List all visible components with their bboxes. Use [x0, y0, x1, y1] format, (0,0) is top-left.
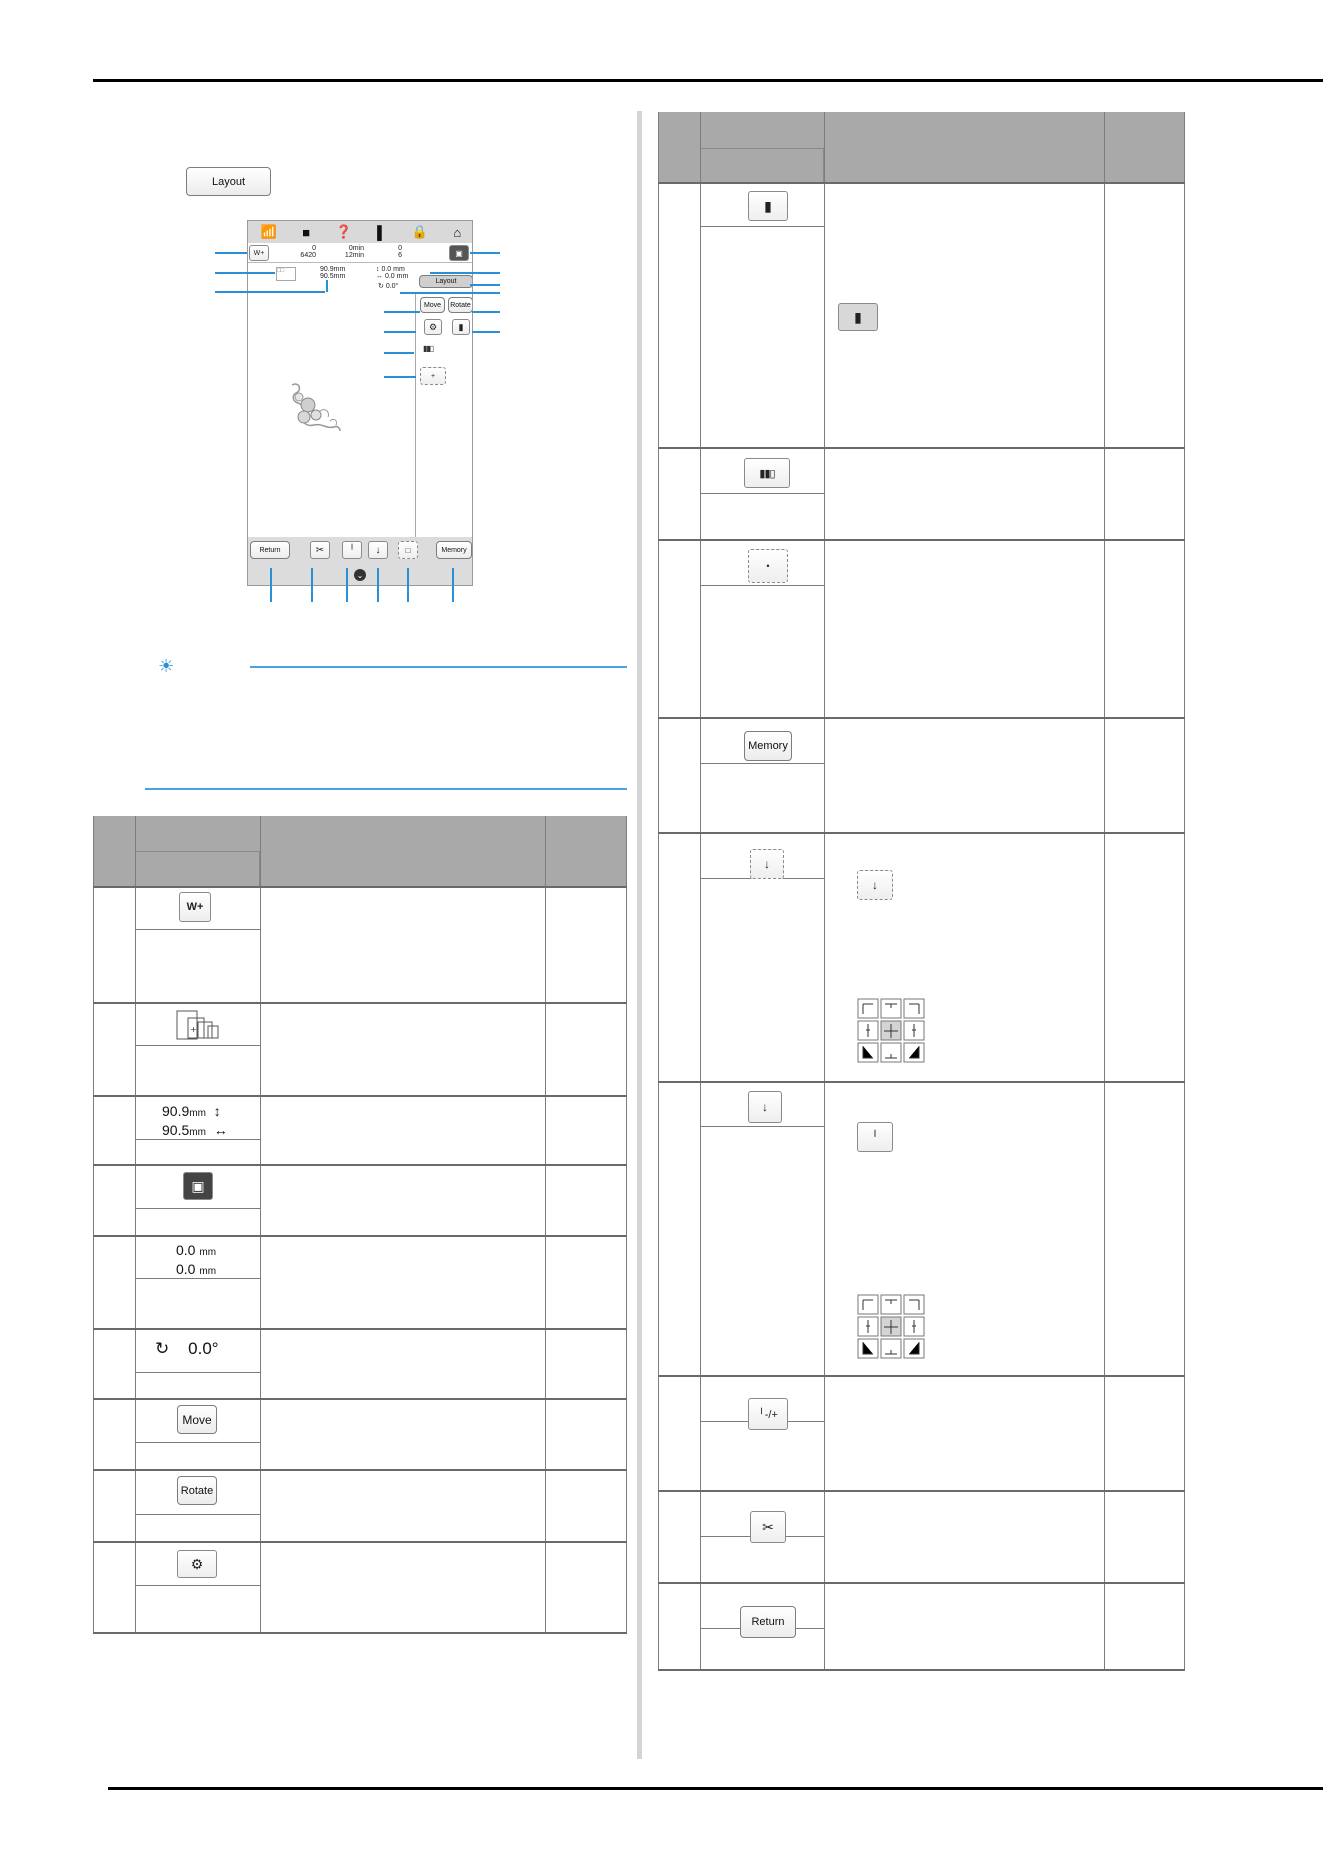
callout-line: [215, 291, 325, 293]
callout-line: [384, 311, 420, 313]
lcd-screen: [247, 220, 473, 586]
lcd-scissors-icon[interactable]: ✂: [310, 541, 330, 559]
left-row-sep: [93, 1328, 627, 1330]
pattern-size-value: 90.9mm ↕ 90.5mm ↔: [162, 1103, 228, 1138]
right-row-sep: [658, 1081, 1185, 1083]
starting-point-icon: ↓: [750, 849, 784, 879]
left-subcell-sep: [135, 929, 260, 930]
left-row-sep: [93, 1164, 627, 1166]
column-divider: [637, 111, 642, 1759]
callout-line: [346, 568, 348, 602]
page-icon[interactable]: ■: [302, 224, 311, 240]
right-table-col3: [1104, 112, 1105, 1670]
callout-line: [470, 252, 500, 254]
callout-line: [400, 292, 500, 294]
left-row-sep: [93, 1398, 627, 1400]
wlan-embroidery-icon: W+: [179, 892, 211, 922]
memory-button: Memory: [744, 731, 792, 761]
callout-line: [384, 376, 416, 378]
left-subcell-sep: [135, 1514, 260, 1515]
position-grid-svg: [857, 1294, 925, 1360]
right-row-sep: [658, 182, 1185, 184]
left-subcell-sep: [135, 1208, 260, 1209]
right-row-sep: [658, 1490, 1185, 1492]
left-subcell-sep: [135, 1585, 260, 1586]
color-counter: 0 6: [398, 245, 402, 259]
wifi-icon[interactable]: 📶: [260, 224, 277, 239]
left-table-col2: [260, 816, 261, 1633]
top-rule: [93, 79, 1323, 82]
svg-text:+: +: [190, 1025, 197, 1034]
starting-point-icon-inline: ↓: [857, 870, 893, 900]
frame-svg: [176, 1010, 220, 1042]
right-row-sep: [658, 832, 1185, 834]
position-grid: [857, 998, 925, 1064]
presser-foot-icon[interactable]: ▌: [377, 224, 387, 240]
right-subcell-sep: [700, 226, 824, 227]
callout-line: [472, 311, 500, 313]
frame-icon: □□: [276, 267, 296, 281]
left-table-border-left: [93, 816, 94, 1633]
lcd-layout-button[interactable]: Layout: [419, 275, 473, 288]
camera-view-icon: ▣: [183, 1172, 213, 1200]
embroidery-frame-icon: [176, 1010, 220, 1042]
move-button: Move: [177, 1405, 217, 1434]
layout-button[interactable]: Layout: [186, 167, 271, 196]
trial-icon: •: [748, 549, 788, 583]
right-row-sep: [658, 447, 1185, 449]
right-table-border-right: [1184, 112, 1185, 1670]
time-counter: 0min 12min: [344, 245, 364, 259]
callout-line: [311, 568, 313, 602]
callout-line: [384, 352, 414, 354]
wlan-embroidery-icon[interactable]: W+: [249, 245, 269, 261]
lcd-rotate-button[interactable]: Rotate: [448, 297, 473, 313]
left-table-border-right: [626, 816, 627, 1633]
callout-line: [215, 252, 247, 254]
callout-line: [407, 568, 409, 602]
callout-line: [384, 331, 416, 333]
left-row-sep: [93, 1002, 627, 1004]
home-icon[interactable]: ⌂: [453, 224, 462, 240]
return-button: Return: [740, 1606, 796, 1638]
status-divider: [248, 262, 473, 263]
position-grid: [857, 1294, 925, 1360]
callout-line: [452, 568, 454, 602]
left-subcell-sep: [135, 1372, 260, 1373]
lcd-move-button[interactable]: Move: [420, 297, 445, 313]
right-row-sep: [658, 1582, 1185, 1584]
left-row-sep: [93, 1235, 627, 1237]
lcd-thread-color-icon[interactable]: ▮: [452, 319, 470, 335]
lcd-thread-bar-icon[interactable]: ▮▮▯: [423, 344, 434, 353]
right-table-col2: [824, 112, 825, 1670]
right-subcell-sep: [700, 493, 824, 494]
right-subcell-sep: [700, 1126, 824, 1127]
left-row-sep: [93, 1095, 627, 1097]
needle-position-icon: ╵-/+: [748, 1398, 788, 1430]
pattern-angle-value: ↻ 0.0°: [155, 1339, 219, 1358]
callout-line: [377, 568, 379, 602]
lcd-frame-trace-icon[interactable]: □: [398, 541, 418, 559]
floral-pattern-preview: [290, 381, 342, 433]
floral-pattern-svg: [290, 381, 342, 433]
callout-line: [326, 280, 328, 292]
thread-color-icon: ▮: [748, 191, 788, 221]
callout-line: [430, 272, 500, 274]
note-bottom-rule: [145, 788, 627, 790]
pattern-angle: ↻ 0.0°: [378, 283, 399, 290]
right-table-header-subcell: [700, 148, 824, 183]
left-row-sep: [93, 1632, 627, 1634]
left-row-sep: [93, 1469, 627, 1471]
note-icon: ☀: [158, 656, 175, 676]
left-table-col3: [545, 816, 546, 1633]
needle-drop-icon: ↓: [748, 1091, 782, 1123]
lcd-memory-button[interactable]: Memory: [436, 541, 472, 559]
thread-bar-icon: ▮▮▯: [744, 458, 790, 488]
callout-line: [472, 331, 500, 333]
lcd-return-button[interactable]: Return: [250, 541, 290, 559]
callout-line: [270, 568, 272, 602]
rotate-button: Rotate: [177, 1476, 217, 1505]
lcd-bottom-bar: [248, 537, 473, 585]
left-subcell-sep: [135, 1442, 260, 1443]
left-table-header-subcell: [135, 851, 260, 887]
needle-drop-icon-inline: ╵: [857, 1122, 893, 1152]
lcd-trial-icon[interactable]: +: [420, 367, 446, 385]
right-row-sep: [658, 1669, 1185, 1671]
right-row-sep: [658, 1375, 1185, 1377]
left-row-sep: [93, 1541, 627, 1543]
right-row-sep: [658, 539, 1185, 541]
rotate-icon: ↻: [155, 1339, 170, 1358]
lcd-top-bar: [248, 221, 473, 243]
scissors-icon: ✂: [750, 1511, 786, 1543]
callout-line: [215, 272, 275, 274]
right-table-col1: [700, 112, 701, 1670]
left-row-sep: [93, 886, 627, 888]
embroidery-edit-icon: ⚙: [177, 1550, 217, 1578]
bottom-rule: [108, 1787, 1323, 1790]
camera-view-icon[interactable]: ▣: [449, 245, 469, 261]
stitch-counter: 0 6420: [300, 245, 316, 259]
left-subcell-sep: [135, 1045, 260, 1046]
right-subcell-sep: [700, 585, 824, 586]
help-icon[interactable]: ❓: [335, 224, 352, 239]
right-subcell-sep: [700, 763, 824, 764]
pattern-offset-value: 0.0 mm 0.0 mm: [176, 1242, 217, 1277]
note-top-rule: [250, 666, 627, 668]
lcd-starting-point-icon[interactable]: ↓: [368, 541, 388, 559]
thread-color-icon-inline: ▮: [838, 303, 878, 331]
position-grid-svg: [857, 998, 925, 1064]
lcd-embroidery-edit-icon[interactable]: ⚙: [424, 319, 442, 335]
lock-icon[interactable]: 🔒: [411, 224, 428, 239]
lcd-needle-position-icon[interactable]: ╵: [342, 541, 362, 559]
chevron-down-icon[interactable]: ⌄: [354, 569, 366, 581]
pattern-offset: ↕ 0.0 mm ↔ 0.0 mm: [376, 266, 409, 280]
right-row-sep: [658, 717, 1185, 719]
pattern-size: 90.9mm 90.5mm: [320, 266, 346, 280]
left-table-col1: [135, 816, 136, 1633]
callout-line: [470, 284, 500, 286]
right-table-border-left: [658, 112, 659, 1670]
